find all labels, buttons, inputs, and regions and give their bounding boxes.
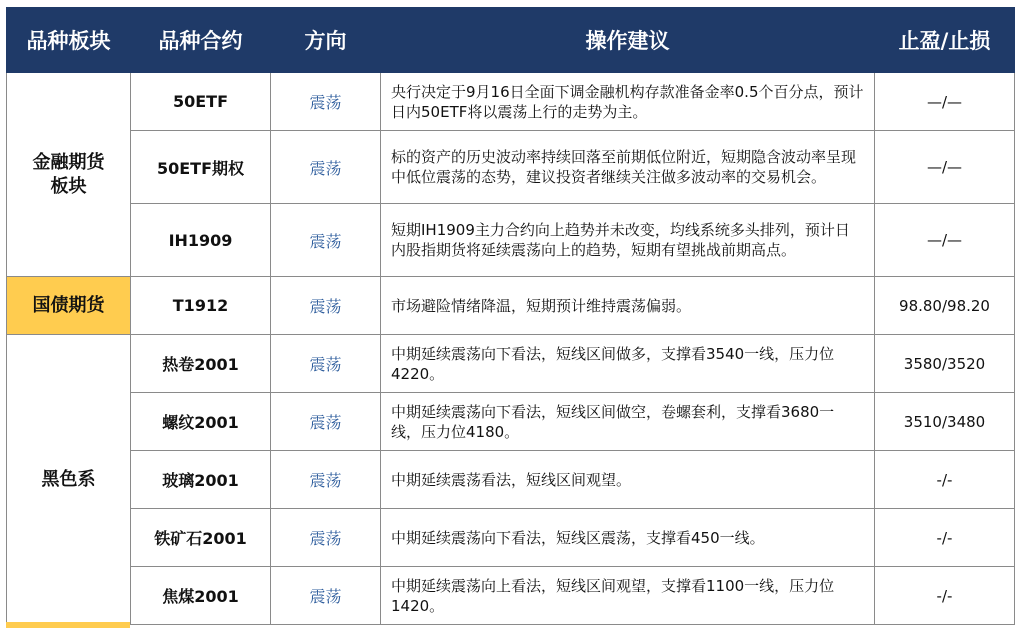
direction-cell: 震荡 [271, 73, 381, 131]
direction-cell: 震荡 [271, 509, 381, 567]
next-row-edge [6, 622, 1014, 628]
strategy-table [6, 7, 1015, 625]
table-row [7, 451, 1015, 509]
sector-cell: 国债期货 [7, 277, 131, 335]
table-row [7, 277, 1015, 335]
contract-cell: IH1909 [131, 204, 271, 277]
next-sector-edge [6, 622, 130, 628]
header-contract: 品种合约 [131, 8, 271, 73]
table-row [7, 567, 1015, 625]
advice-cell: 短期IH1909主力合约向上趋势并未改变，均线系统多头排列，预计日内股指期货将延续震荡向上的趋势，短期有望挑战前期高点。 [381, 204, 875, 277]
stop-cell: 98.80/98.20 [875, 277, 1015, 335]
contract-cell: 热卷2001 [131, 335, 271, 393]
direction-cell: 震荡 [271, 131, 381, 204]
advice-cell: 标的资产的历史波动率持续回落至前期低位附近，短期隐含波动率呈现中低位震荡的态势，建议投资者继续关注做多波动率的交易机会。 [381, 131, 875, 204]
direction-cell: 震荡 [271, 567, 381, 625]
sector-cell [7, 73, 131, 277]
contract-cell: 50ETF期权 [131, 131, 271, 204]
contract-cell: 玻璃2001 [131, 451, 271, 509]
header-sector: 品种板块 [7, 8, 131, 73]
header-direction: 方向 [271, 8, 381, 73]
table-row [7, 131, 1015, 204]
stop-cell: 3510/3480 [875, 393, 1015, 451]
stop-cell: 3580/3520 [875, 335, 1015, 393]
advice-cell: 中期延续震荡看法，短线区间观望。 [381, 451, 875, 509]
table-row [7, 335, 1015, 393]
stop-cell: —/— [875, 204, 1015, 277]
contract-cell: T1912 [131, 277, 271, 335]
direction-cell: 震荡 [271, 277, 381, 335]
table-row [7, 204, 1015, 277]
stop-cell: —/— [875, 131, 1015, 204]
stop-cell: —/— [875, 73, 1015, 131]
sector-label-line1: 金融期货 [32, 151, 105, 173]
advice-cell: 市场避险情绪降温，短期预计维持震荡偏弱。 [381, 277, 875, 335]
contract-cell: 焦煤2001 [131, 567, 271, 625]
sector-cell: 黑色系 [7, 335, 131, 625]
table-row [7, 73, 1015, 131]
advice-cell: 中期延续震荡向下看法，短线区间做空，卷螺套利，支撑看3680一线，压力位4180。 [381, 393, 875, 451]
header-row [7, 8, 1015, 73]
direction-cell: 震荡 [271, 204, 381, 277]
direction-cell: 震荡 [271, 451, 381, 509]
stop-cell: -/- [875, 509, 1015, 567]
contract-cell: 50ETF [131, 73, 271, 131]
stop-cell: -/- [875, 567, 1015, 625]
direction-cell: 震荡 [271, 335, 381, 393]
table-row [7, 393, 1015, 451]
contract-cell: 铁矿石2001 [131, 509, 271, 567]
direction-cell: 震荡 [271, 393, 381, 451]
table-row [7, 509, 1015, 567]
advice-cell: 央行决定于9月16日全面下调金融机构存款准备金率0.5个百分点，预计日内50ETF将以震荡上行的走势为主。 [381, 73, 875, 131]
top-border [0, 0, 1022, 5]
header-stop: 止盈/止损 [875, 8, 1015, 73]
sector-label-line2: 板块 [50, 175, 87, 197]
advice-cell: 中期延续震荡向下看法，短线区间做多，支撑看3540一线，压力位4220。 [381, 335, 875, 393]
stop-cell: -/- [875, 451, 1015, 509]
contract-cell: 螺纹2001 [131, 393, 271, 451]
advice-cell: 中期延续震荡向下看法，短线区震荡，支撑看450一线。 [381, 509, 875, 567]
header-advice: 操作建议 [381, 8, 875, 73]
advice-cell: 中期延续震荡向上看法，短线区间观望，支撑看1100一线，压力位1420。 [381, 567, 875, 625]
